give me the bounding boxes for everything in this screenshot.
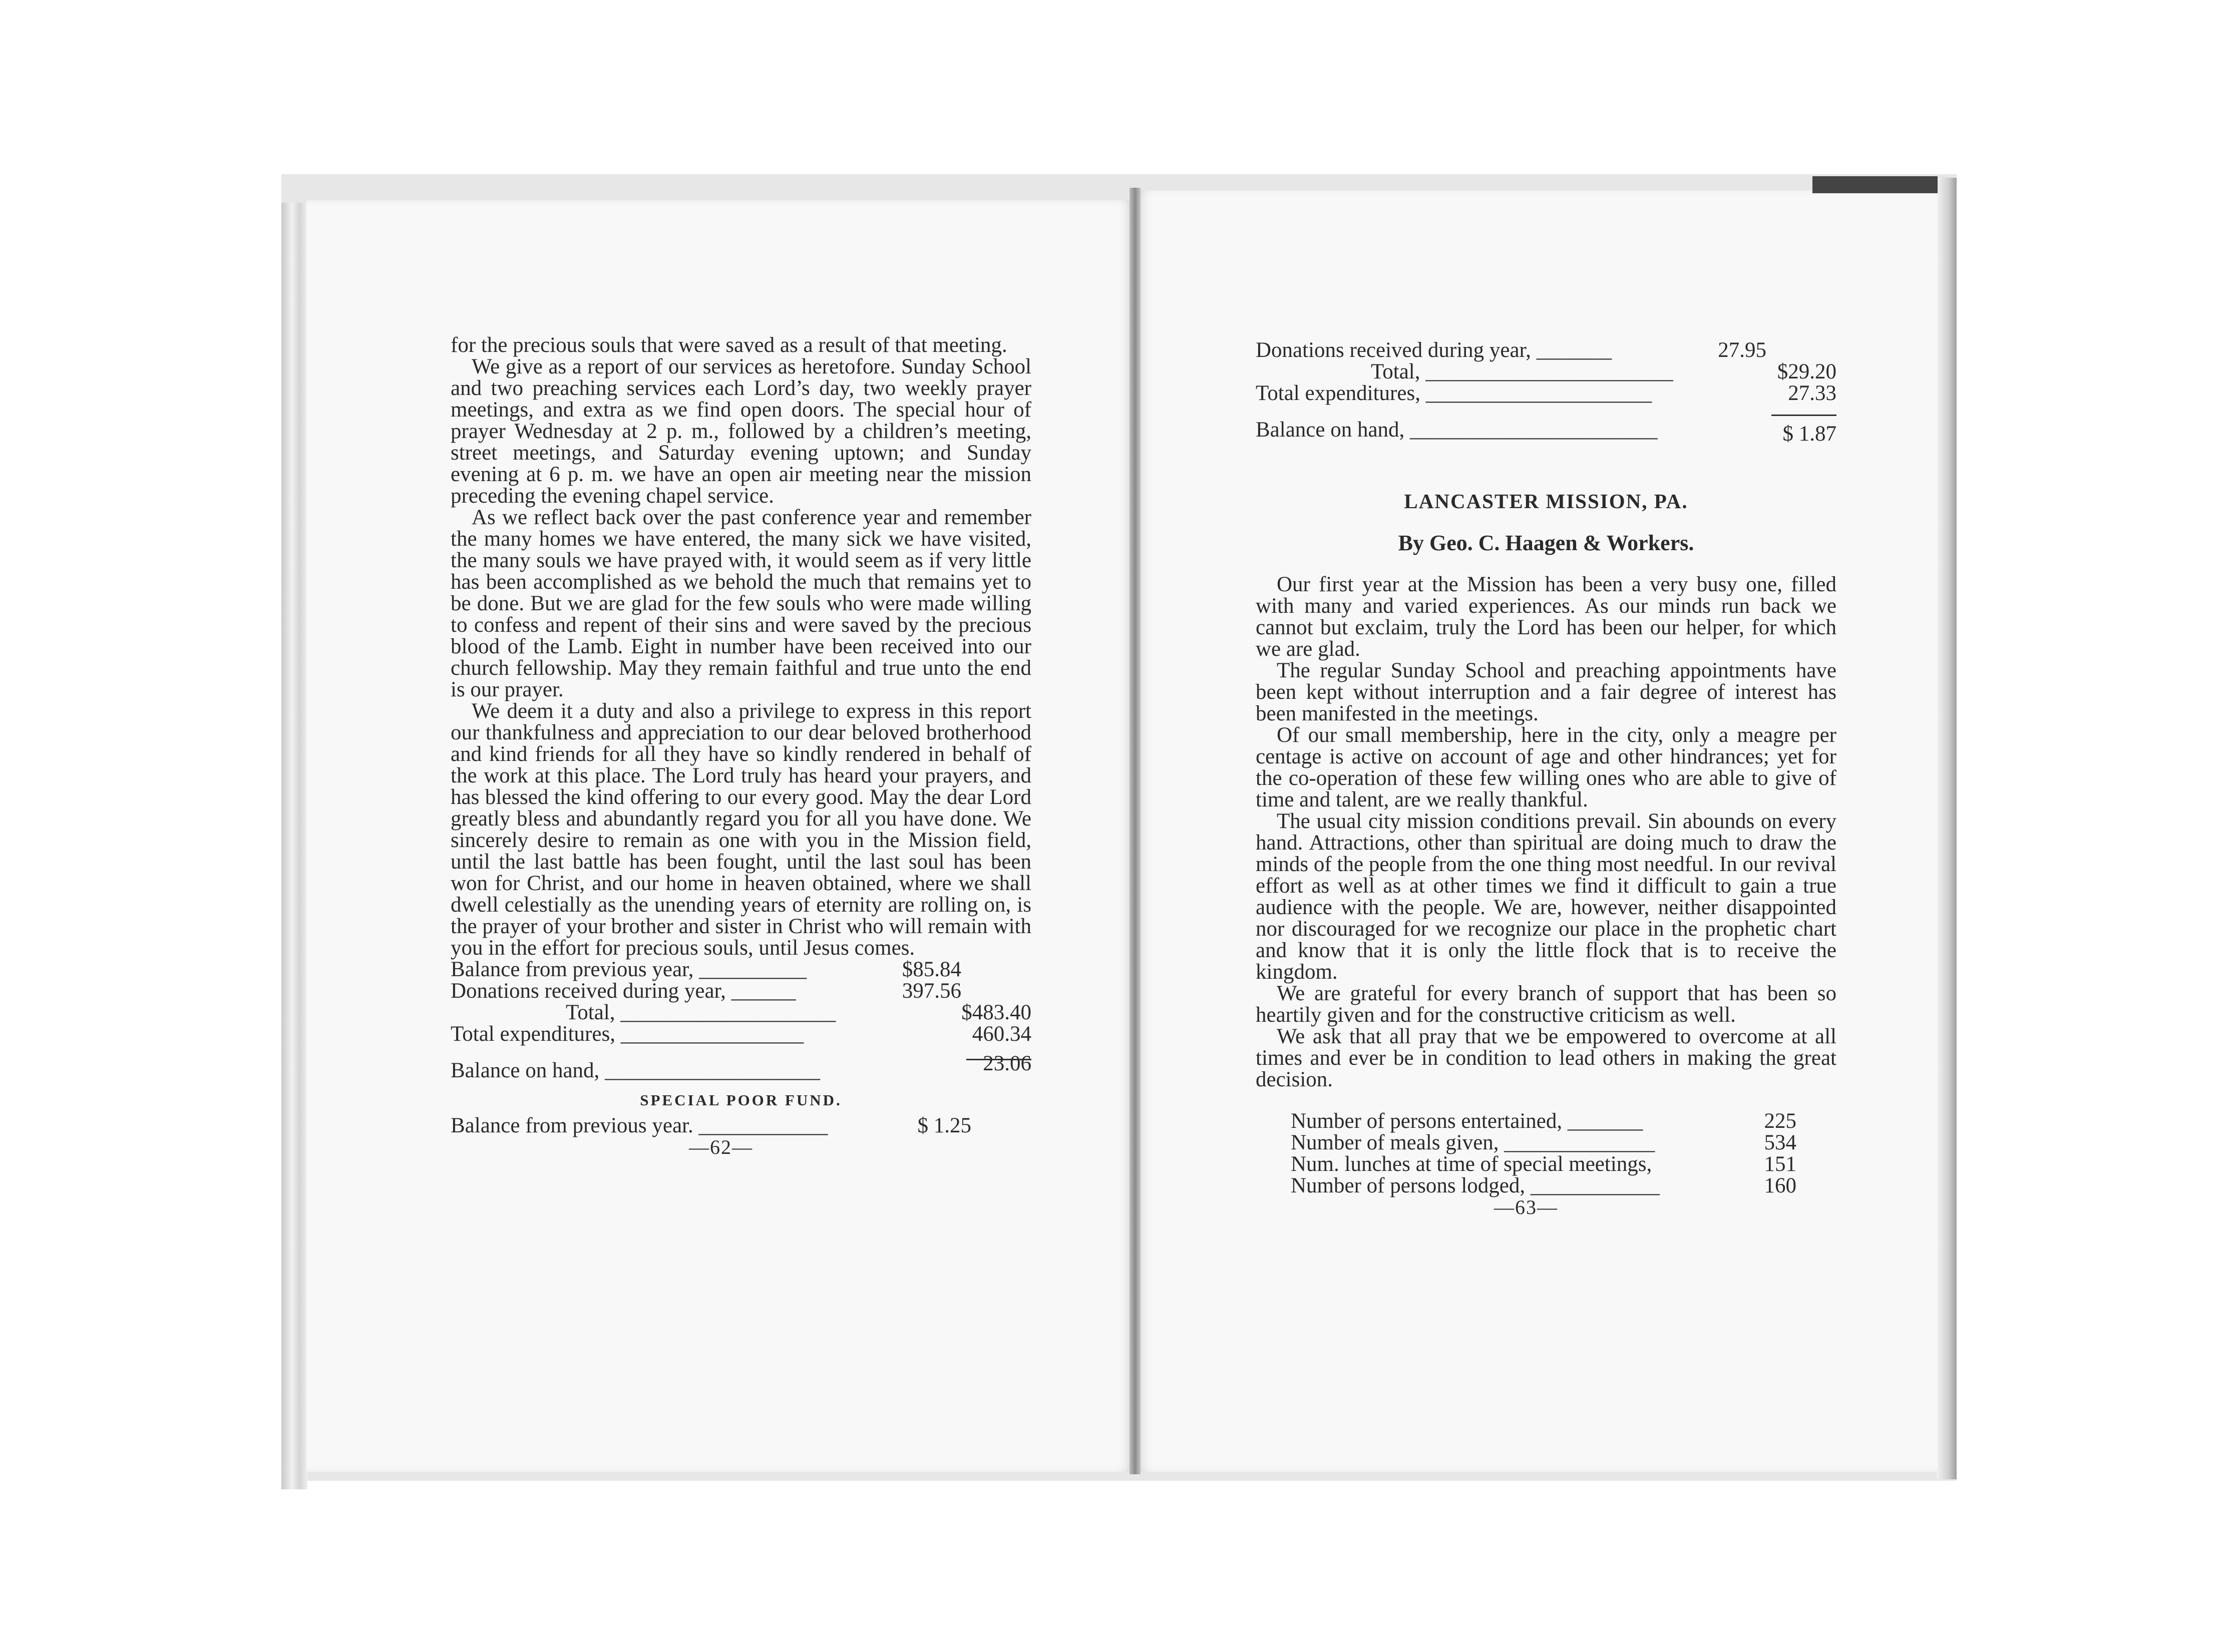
paragraph: for the precious souls that were saved as a result of that meeting. <box>451 333 1007 357</box>
paragraph: We ask that all pray that we be empowered to overcome at all times and ever be in condition to lead others in making the great decision. <box>1256 1025 1836 1091</box>
account-value: 397.56 <box>902 979 961 1003</box>
stat-label: Num. lunches at time of special meetings, <box>1291 1152 1652 1176</box>
paragraph: The usual city mission conditions prevail. Sin abounds on every hand. Attractions, other than spiritual are doing much to draw the minds of the people from the one thing most needful. In our revival effort as well as at other times we find it difficult to gain a true audience with the people. We are, however, neither disappointed nor discouraged for we recognize our place in the prophetic chart and know that it is only the little flock that is to receive the kingdom. <box>1256 809 1836 984</box>
stat-label: Number of persons entertained, _______ <box>1291 1109 1643 1133</box>
stat-value: 151 <box>1764 1152 1796 1176</box>
book-gutter <box>1130 188 1141 1474</box>
account-value: $85.84 <box>902 958 961 981</box>
paragraph: Of our small membership, here in the city, only a meagre per centage is active on account of age and other hindrances; yet for the co-operation of these few willing ones who are able to give of time and talent, are we really thankful. <box>1256 723 1836 811</box>
paragraph: We give as a report of our services as heretofore. Sunday School and two preaching services each Lord’s day, two weekly prayer meetings, and extra as we find open doors. The special hour of prayer Wednesday at 2 p. m., followed by a children’s meeting, street meetings, and Saturday evening uptown; and Sunday evening at 6 p. m. we have an open air meeting near the mission preceding the evening chapel service. <box>451 355 1031 508</box>
account-label: Total expenditures, _________________ <box>451 1022 804 1046</box>
account-label: Balance from previous year. ____________ <box>451 1114 828 1137</box>
paragraph: Our first year at the Mission has been a very busy one, filled with many and varied experiences. As our minds run back we cannot but exclaim, truly the Lord has been our helper, for which we are glad. <box>1256 573 1836 661</box>
stats-list <box>1256 1110 1836 1218</box>
account-label: Donations received during year, _______ <box>1256 338 1612 362</box>
account-label: Donations received during year, ______ <box>451 979 796 1003</box>
stat-label: Number of meals given, ______________ <box>1291 1131 1655 1154</box>
account-label: Total expenditures, _____________________ <box>1256 381 1652 405</box>
section-heading: LANCASTER MISSION, PA. <box>1404 490 1688 513</box>
stat-value: 160 <box>1764 1174 1796 1197</box>
account-label: Total, _______________________ <box>1371 360 1673 383</box>
account-value: 27.33 <box>1788 381 1836 405</box>
account-label: Balance on hand, _______________________ <box>1256 418 1658 442</box>
left-page-text <box>451 334 1031 1158</box>
account-value: 27.95 <box>1718 338 1766 362</box>
sum-rule <box>1771 415 1836 416</box>
paragraph: The regular Sunday School and preaching appointments have been kept without interruption and a fair degree of interest has been manifested in the meetings. <box>1256 659 1836 725</box>
account-value: $483.40 <box>961 1001 1031 1024</box>
left-page-edges <box>281 203 307 1489</box>
left-accounts <box>451 959 1031 1158</box>
section-byline: By Geo. C. Haagen & Workers. <box>1398 531 1694 555</box>
account-value: 460.34 <box>972 1022 1031 1046</box>
stat-label: Number of persons lodged, ____________ <box>1291 1174 1660 1197</box>
right-page-edges <box>1937 178 1957 1479</box>
stat-value: 225 <box>1764 1109 1796 1133</box>
account-value: 23.06 <box>983 1052 1031 1075</box>
account-label: Total, ____________________ <box>566 1001 836 1024</box>
paragraph: We deem it a duty and also a privilege to express in this report our thankfulness and appreciation to our dear beloved brotherhood and kind friends for all they have so kindly rendered in behalf of the work at this place. The Lord truly has heard your prayers, and has blessed the kind offering to our every good. May the dear Lord greatly bless and abundantly regard you for all you have done. We sincerely desire to remain as one with you in the Mission field, until the last battle has been fought, until the last soul has been won for Christ, and our home in heaven obtained, where we shall dwell celestially as the unending years of eternity are rolling on, is the prayer of your brother and sister in Christ who will remain with you in the effort for precious souls, until Jesus comes. <box>451 699 1031 960</box>
right-accounts <box>1256 338 1836 446</box>
scan-shadow-strip <box>1812 176 1938 193</box>
account-value: $ 1.87 <box>1782 422 1836 446</box>
page-number: —63— <box>1494 1196 1558 1218</box>
poor-fund-heading: SPECIAL POOR FUND. <box>640 1091 842 1109</box>
account-value: $29.20 <box>1777 360 1836 383</box>
account-value: $ 1.25 <box>917 1114 971 1137</box>
paragraph: As we reflect back over the past conference year and remember the many homes we have entered, the many sick we have visited, the many souls we have prayed with, it would seem as if very little has been accomplished as we behold the much that remains yet to be done. But we are glad for the few souls who were made willing to confess and repent of their sins and were saved by the precious blood of the Lamb. Eight in number have been received into our church fellowship. May they remain faithful and true unto the end is our prayer. <box>451 506 1031 701</box>
account-label: Balance on hand, ____________________ <box>451 1059 821 1082</box>
right-page-text <box>1256 339 1836 1218</box>
account-label: Balance from previous year, __________ <box>451 958 807 981</box>
paragraph: We are grateful for every branch of support that has been so heartily given and for the constructive criticism as well. <box>1256 982 1836 1027</box>
page-number: —62— <box>689 1136 753 1158</box>
stat-value: 534 <box>1764 1131 1796 1154</box>
